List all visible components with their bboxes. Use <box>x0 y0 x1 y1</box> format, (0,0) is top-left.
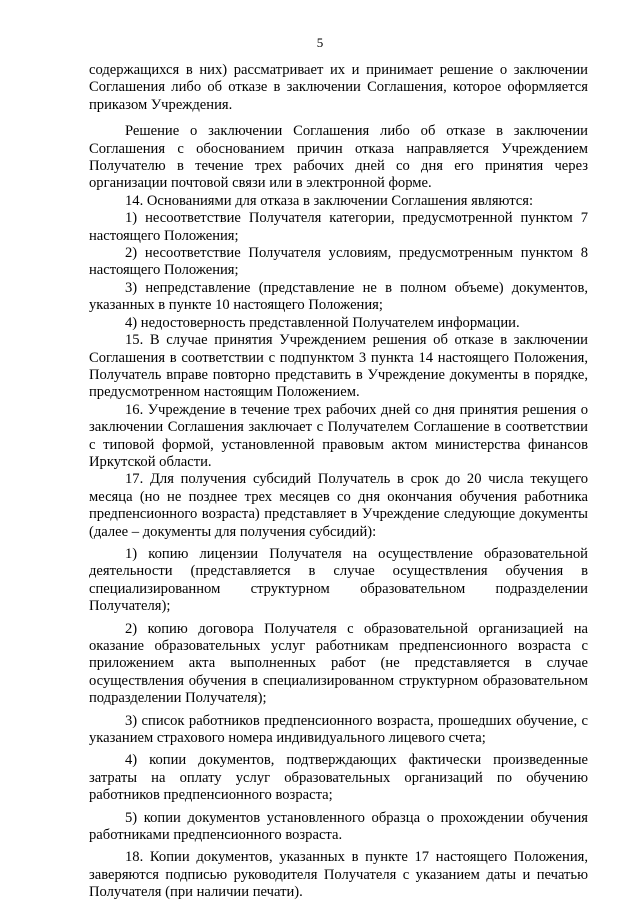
paragraph: 2) несоответствие Получателя условиям, предусмотренным пунктом 8 настоящего Положения; <box>89 245 588 279</box>
paragraph: 18. Копии документов, указанных в пункте 17 настоящего Положения, заверяются подписью руководителя Получателя с указанием даты и печатью Получателя (при наличии печати). <box>89 849 588 901</box>
paragraph: 5) копии документов установленного образца о прохождении обучения работниками предпенсионного возраста. <box>89 809 588 844</box>
paragraph: Решение о заключении Соглашения либо об отказе в заключении Соглашения с обоснованием причин отказа направляется Учреждением Получателю в течение трех рабочих дней со дня его принятия через организации почтовой связи или в электронной форме. <box>89 123 588 192</box>
document-body <box>89 62 588 902</box>
paragraph: 1) несоответствие Получателя категории, предусмотренной пунктом 7 настоящего Положения; <box>89 210 588 244</box>
paragraph: содержащихся в них) рассматривает их и принимает решение о заключении Соглашения либо об отказе в заключении Соглашения, которое оформляется приказом Учреждения. <box>89 62 588 113</box>
paragraph: 3) список работников предпенсионного возраста, прошедших обучение, с указанием страхового номера индивидуального лицевого счета; <box>89 712 588 747</box>
paragraph: 17. Для получения субсидий Получатель в срок до 20 числа текущего месяца (но не позднее трех месяцев со дня окончания обучения работника предпенсионного возраста) представляет в Учреждение следующие документы (далее – документы для получения субсидий): <box>89 471 588 540</box>
page-number: 5 <box>316 35 324 50</box>
paragraph: 4) копии документов, подтверждающих фактически произведенные затраты на оплату услуг образовательных организаций по обучению работников предпенсионного возраста; <box>89 752 588 804</box>
paragraph: 3) непредставление (представление не в полном объеме) документов, указанных в пункте 10 настоящего Положения; <box>89 279 588 314</box>
paragraph: 14. Основаниями для отказа в заключении Соглашения являются: <box>125 192 534 209</box>
paragraph: 4) недостоверность представленной Получателем информации. <box>125 314 520 331</box>
paragraph: 1) копию лицензии Получателя на осуществление образовательной деятельности (представляется в случае осуществления обучения в специализированном структурном образовательном подразделении Получателя); <box>89 545 588 615</box>
paragraph: 2) копию договора Получателя с образовательной организацией на оказание образовательных услуг работникам предпенсионного возраста с приложением акта выполненных работ (не представляется в случае осуществления обучения в специализированном структурном образовательном подразделении Получателя); <box>89 620 588 707</box>
paragraph: 15. В случае принятия Учреждением решения об отказе в заключении Соглашения в соответствии с подпунктом 3 пункта 14 настоящего Положения, Получатель вправе повторно представить в Учреждение документы в порядке, предусмотренном настоящим Положением. <box>89 332 588 401</box>
paragraph: 16. Учреждение в течение трех рабочих дней со дня принятия решения о заключении Соглашения заключает с Получателем Соглашение в соответствии с типовой формой, установленной правовым актом министерства финансов Иркутской области. <box>89 401 588 470</box>
